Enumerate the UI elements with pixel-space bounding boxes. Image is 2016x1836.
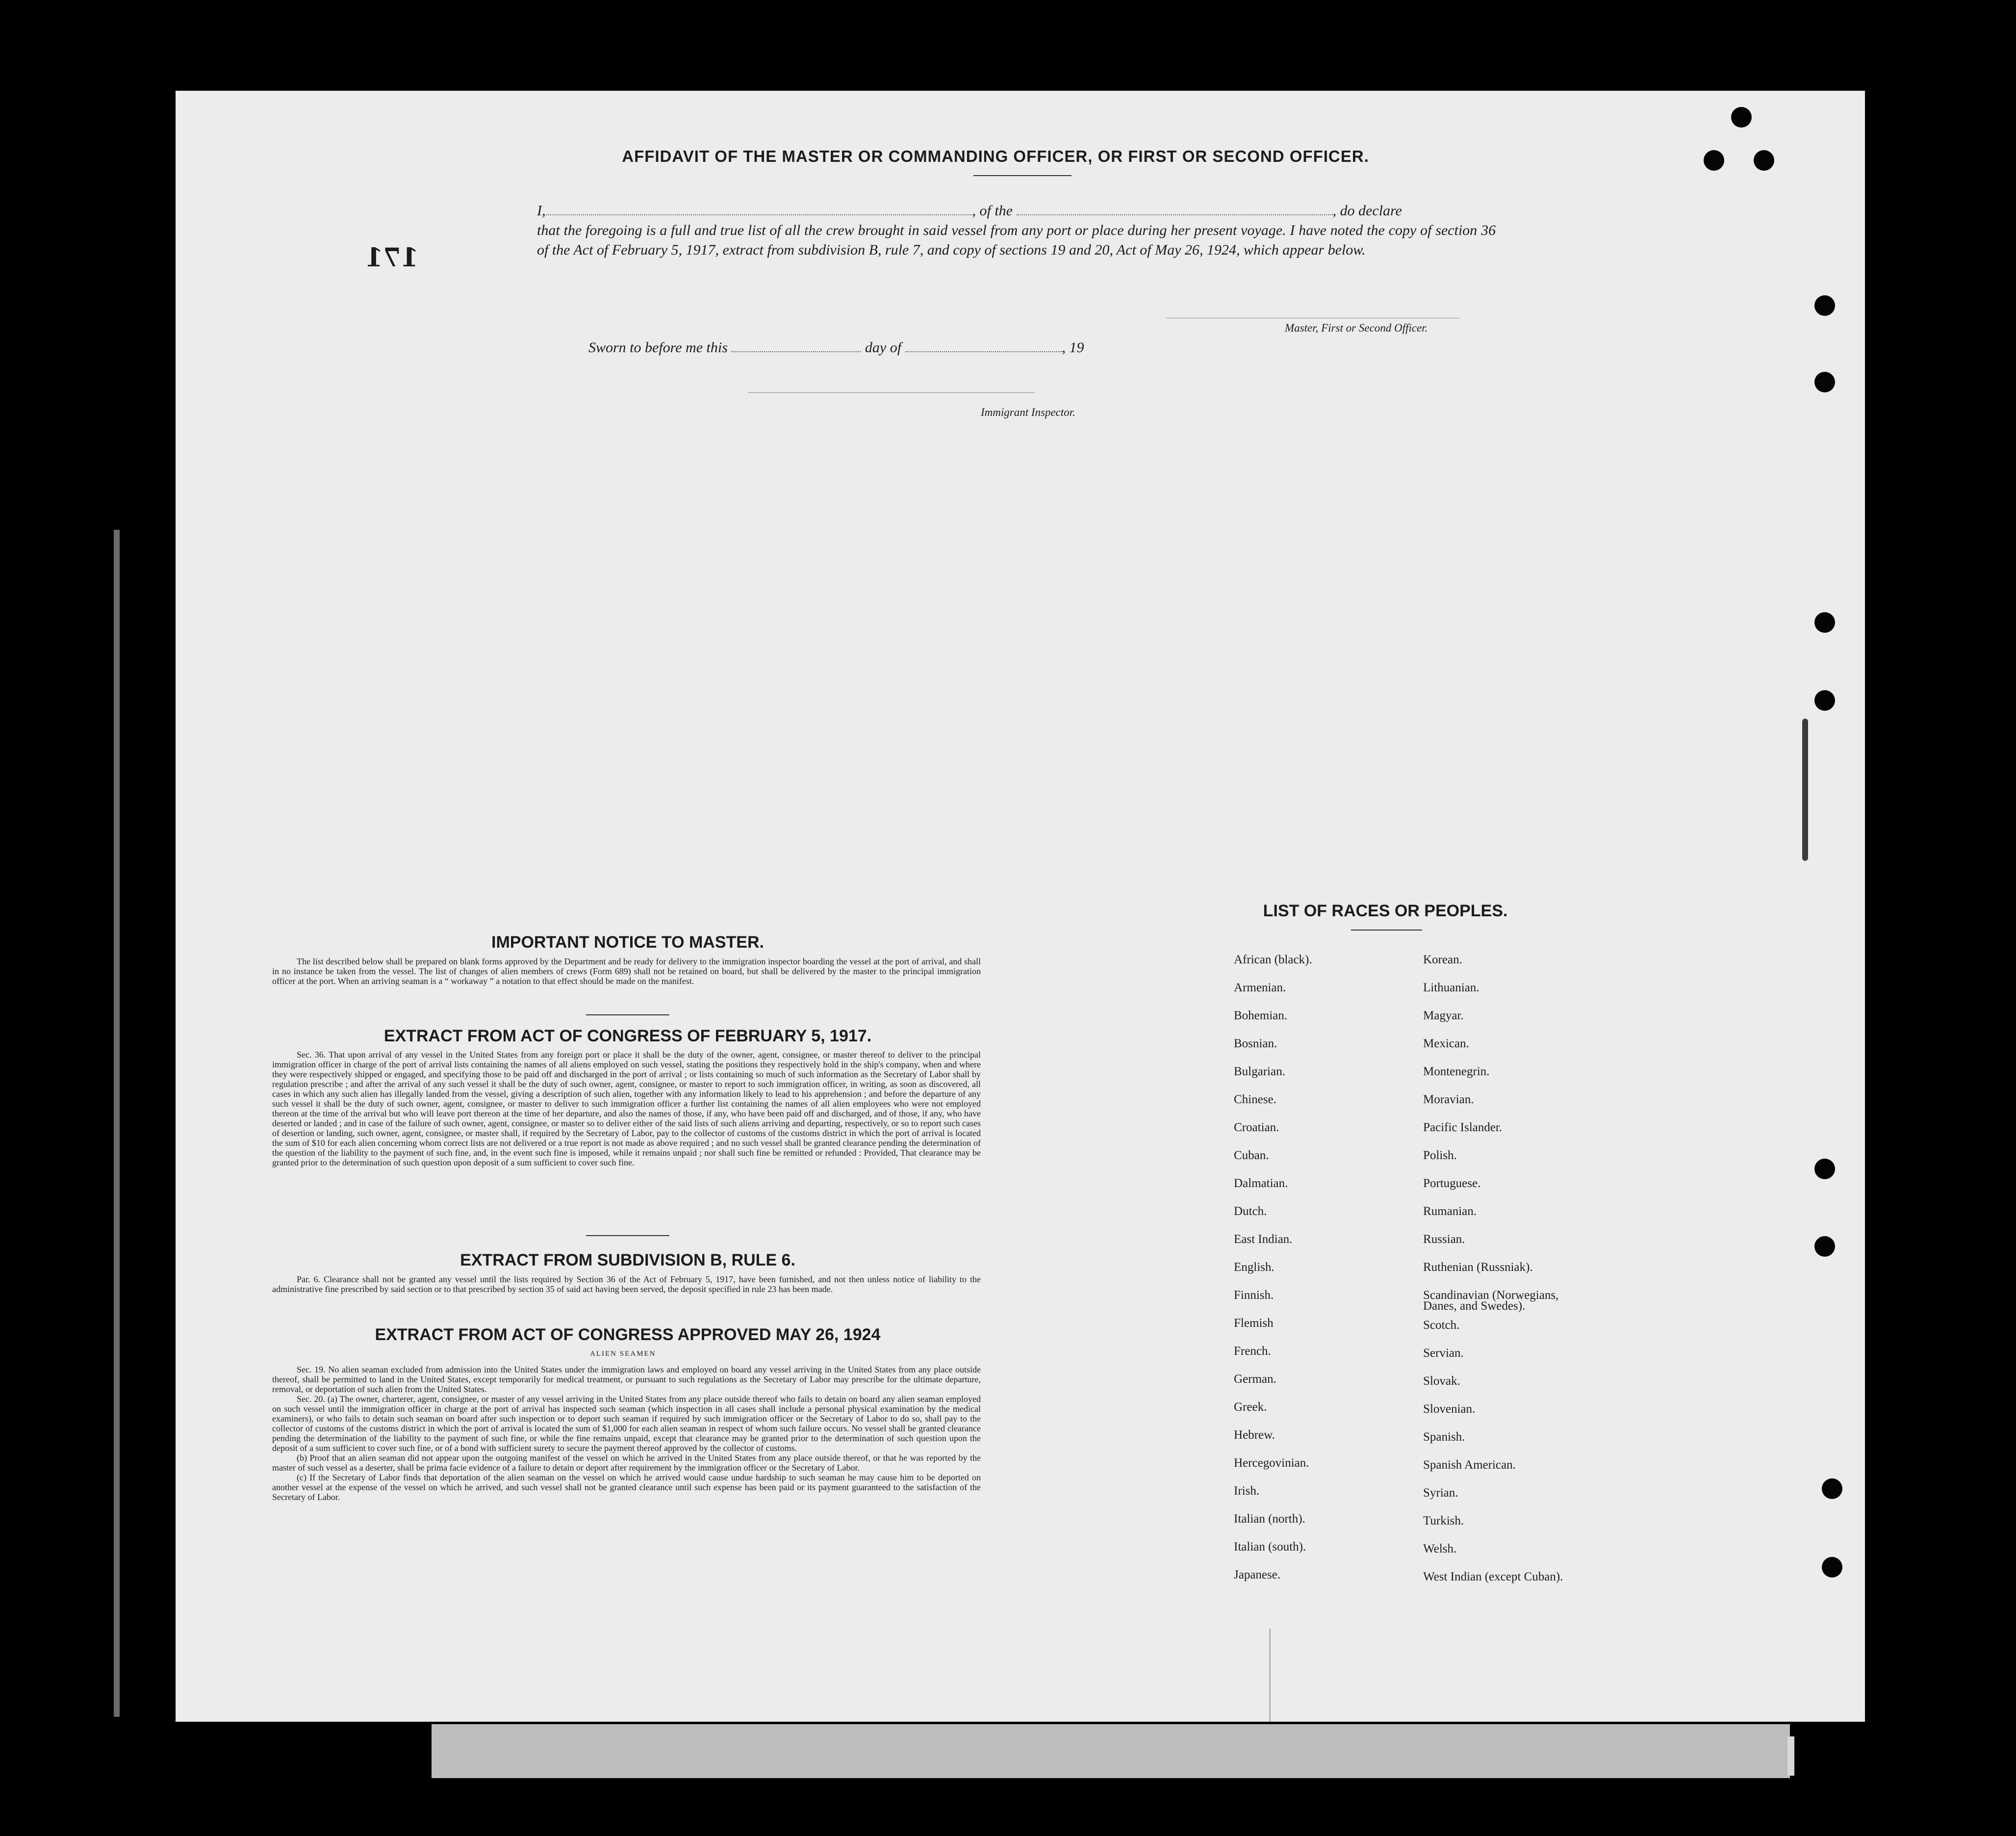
punch-hole bbox=[1814, 690, 1835, 711]
affidavit-title: AFFIDAVIT OF THE MASTER OR COMMANDING OFFICER, OR FIRST OR SECOND OFFICER. bbox=[622, 147, 1369, 165]
race-item: Slovak. bbox=[1423, 1374, 1460, 1388]
race-item: Rumanian. bbox=[1423, 1205, 1477, 1218]
race-item: Spanish American. bbox=[1423, 1458, 1516, 1472]
affidavit-i-label: I, bbox=[537, 203, 546, 219]
divider bbox=[586, 1235, 669, 1236]
race-item: Finnish. bbox=[1234, 1289, 1274, 1302]
vessel-field[interactable] bbox=[1017, 203, 1333, 215]
affidavit-text: that the foregoing is a full and true list of all the crew brought in said vessel from any port or place during her present voyage. I have noted the copy of section 36 of the Act of February 5, 1917, extract from subdivision B, rule 7, and copy of sections 19 and 20, Act of May 26, 1924, which appear below. bbox=[537, 222, 1496, 258]
notice-text: The list described below shall be prepared on blank forms approved by the Department and be ready for delivery to the immigration inspector boarding the vessel at the port of arrival, and shall in no instance be taken from the vessel. The list of changes of alien members of crews (Form 689) shall not be retained on board, but shall be delivered by the master to the principal immigration officer at the port. When an arriving seaman is a “ workaway ” a notation to that effect should be made on the manifest. bbox=[272, 957, 981, 986]
race-item: Korean. bbox=[1423, 953, 1462, 966]
race-item: Ruthenian (Russniak). bbox=[1423, 1261, 1533, 1274]
race-item: Mexican. bbox=[1423, 1037, 1469, 1050]
punch-hole bbox=[1814, 372, 1835, 392]
fold-line bbox=[1269, 1629, 1271, 1722]
affidavit-declare-label: , do declare bbox=[1332, 203, 1402, 219]
extract-rule-title: EXTRACT FROM SUBDIVISION B, RULE 6. bbox=[460, 1251, 795, 1269]
punch-hole bbox=[1814, 1236, 1835, 1257]
race-item: French. bbox=[1234, 1345, 1271, 1358]
inspector-signature-label: Immigrant Inspector. bbox=[981, 406, 1075, 418]
extract-rule-text: Par. 6. Clearance shall not be granted any vessel until the lists required by Section 36 of the Act of February 5, 1917, have been furnished, and not then unless notice of liability to the administrative fine prescribed by said section or to that prescribed by section 35 of said act having been served, the deposit specified in rule 23 has been made. bbox=[272, 1274, 981, 1294]
race-item: Flemish bbox=[1234, 1317, 1274, 1330]
race-item: Polish. bbox=[1423, 1149, 1457, 1162]
affidavit-of-label: , of the bbox=[972, 203, 1013, 219]
race-item: Bosnian. bbox=[1234, 1037, 1277, 1050]
extract-1917-text: Sec. 36. That upon arrival of any vessel in the United States from any foreign port or place it shall be the duty of the owner, agent, consignee, or master thereof to deliver to the principal immigration officer in charge of the port of arrival lists containing the names of all aliens employed on such vessel, stating the positions they respectively hold in the ship's company, when and where they were respectively shipped or engaged, and specifying those to be paid off and discharged in the port of arrival ; or lists containing so much of such information as the Secretary of Labor shall by regulation prescribe ; and after the arrival of any such vessel it shall be the duty of such owner, agent, consignee, or master to report to such immigration officer, in writing, as soon as discovered, all cases in which any such alien has illegally landed from the vessel, giving a description of such alien, together with any information likely to lead to his apprehension ; and before the departure of any such vessel it shall be the duty of such owner, agent, consignee, or master to deliver to such immigration officer a further list containing the names of all alien employees who were not employed thereon at the time of the arrival but who will leave port thereon at the time of her departure, and also the names of those, if any, who have been paid off and discharged, and of those, if any, who have deserted or landed ; and in case of the failure of such owner, agent, consignee, or master so to deliver either of the said lists of such aliens arriving and departing, respectively, or so to report such cases of desertion or landing, such owner, agent, consignee, or master shall, if required by the Secretary of Labor, pay to the collector of customs of the customs district in which the port of arrival is located the sum of $10 for each alien concerning whom correct lists are not delivered or a true report is not made as above required ; and no such vessel shall be granted clearance pending the determination of the question of the liability to the payment of such fine, and, in the event such fine is imposed, while it remains unpaid ; nor shall such fine be remitted or refunded : Provided, That clearance may be granted prior to the determination of such question upon deposit of a sum sufficient to cover such fine. bbox=[272, 1050, 981, 1167]
punch-hole bbox=[1704, 150, 1724, 171]
race-item: Hercegovinian. bbox=[1234, 1456, 1309, 1470]
race-item: Russian. bbox=[1423, 1233, 1465, 1246]
punch-hole bbox=[1754, 150, 1774, 171]
divider bbox=[973, 175, 1072, 176]
race-item: Servian. bbox=[1423, 1346, 1464, 1360]
race-item: East Indian. bbox=[1234, 1233, 1293, 1246]
race-item: German. bbox=[1234, 1372, 1276, 1386]
notice-title: IMPORTANT NOTICE TO MASTER. bbox=[491, 933, 764, 952]
underlying-sheet-strip bbox=[1787, 1736, 1794, 1776]
race-item: Armenian. bbox=[1234, 981, 1286, 994]
race-item: Hebrew. bbox=[1234, 1428, 1275, 1442]
punch-hole bbox=[1814, 612, 1835, 633]
race-item: Moravian. bbox=[1423, 1093, 1474, 1106]
race-item: Scandinavian (Norwegians, Danes, and Swedes). bbox=[1423, 1289, 1559, 1313]
day-of-label: day of bbox=[865, 339, 902, 356]
paper-crease-mark bbox=[1802, 719, 1808, 861]
race-item: Turkish. bbox=[1423, 1514, 1464, 1527]
race-item: Croatian. bbox=[1234, 1121, 1279, 1134]
inspector-signature-line bbox=[748, 392, 1035, 393]
races-column-left bbox=[1234, 953, 1420, 1596]
name-field[interactable] bbox=[546, 203, 972, 215]
punch-hole bbox=[1822, 1478, 1842, 1499]
race-item: Japanese. bbox=[1234, 1568, 1281, 1581]
race-item: Magyar. bbox=[1423, 1009, 1464, 1022]
race-item: Irish. bbox=[1234, 1484, 1260, 1498]
race-item: Portuguese. bbox=[1423, 1177, 1481, 1190]
extract-1917-title: EXTRACT FROM ACT OF CONGRESS OF FEBRUARY 5, 1917. bbox=[383, 1027, 872, 1045]
punch-hole bbox=[1822, 1557, 1842, 1577]
sworn-month-field[interactable] bbox=[905, 339, 1062, 352]
race-item: Montenegrin. bbox=[1423, 1065, 1490, 1078]
race-item: Chinese. bbox=[1234, 1093, 1276, 1106]
race-item: Syrian. bbox=[1423, 1486, 1458, 1500]
race-item: Scotch. bbox=[1423, 1319, 1460, 1332]
sworn-label: Sworn to before me this bbox=[588, 339, 728, 356]
races-title: LIST OF RACES OR PEOPLES. bbox=[1263, 902, 1508, 920]
punch-hole bbox=[1814, 295, 1835, 316]
race-item: Cuban. bbox=[1234, 1149, 1269, 1162]
extract-1924-text: Sec. 19. No alien seaman excluded from admission into the United States under the immigration laws and employed on board any vessel arriving in the United States from any place outside thereof, shall be permitted to land in the United States, except temporarily for medical treatment, or pursuant to such regulations as the Secretary of Labor may prescribe for the ultimate departure, removal, or deportation of such alien from the United States. Sec. 20. (a) The owner, charterer, agent, consignee, or master of any vessel arriving in the United States from any place outside thereof who fails to detain on board any alien seaman employed on such vessel until the immigration officer in charge at the port of arrival has inspected such seaman (which inspection in all cases shall include a personal physical examination by the medical examiners), or who fails to detain such seaman on board after such inspection or to deport such seaman if required by such immigration officer or the Secretary of Labor to do so, shall pay to the collector of customs of the customs district in which the port of arrival is located the sum of $1,000 for each alien seaman in respect of whom such failure occurs. No vessel shall be granted clearance pending the determination of the liability to the payment of such fine, or while the fine remains unpaid, except that clearance may be granted prior to the determination of such question upon the deposit of a sum sufficient to cover such fine, or of a bond with sufficient surety to secure the payment thereof approved by the collector of customs. (b) Proof that an alien seaman did not appear upon the outgoing manifest of the vessel on which he arrived in the United States from any place outside thereof, or that he was reported by the master of such vessel as a deserter, shall be prima facie evidence of a failure to detain or deport after requirement by the immigration officer or the Secretary of Labor. (c) If the Secretary of Labor finds that deportation of the alien seaman on the vessel on which he arrived would cause undue hardship to such seaman he may cause him to be deported on another vessel at the expense of the vessel on which he arrived, and such vessel shall not be granted clearance until such expense has been paid or its payment guaranteed to the satisfaction of the Secretary of Labor. bbox=[272, 1365, 981, 1502]
year-label: , 19 bbox=[1062, 339, 1084, 356]
race-item: Bohemian. bbox=[1234, 1009, 1288, 1022]
underlying-sheet-edge-bottom bbox=[432, 1724, 1790, 1778]
sworn-line bbox=[588, 339, 1084, 356]
race-item: West Indian (except Cuban). bbox=[1423, 1570, 1563, 1583]
race-item: Italian (north). bbox=[1234, 1512, 1305, 1526]
alien-seamen-subtitle: ALIEN SEAMEN bbox=[590, 1350, 656, 1358]
race-item: Welsh. bbox=[1423, 1542, 1457, 1555]
master-signature-label: Master, First or Second Officer. bbox=[1285, 322, 1428, 334]
affidavit-statement bbox=[537, 201, 1496, 260]
race-item: Slovenian. bbox=[1423, 1402, 1476, 1416]
underlying-sheet-edge-left bbox=[114, 530, 120, 1717]
race-item: Pacific Islander. bbox=[1423, 1121, 1503, 1134]
punch-hole bbox=[1814, 1159, 1835, 1179]
race-item: Lithuanian. bbox=[1423, 981, 1480, 994]
races-column-right bbox=[1423, 953, 1609, 1598]
extract-1924-title: EXTRACT FROM ACT OF CONGRESS APPROVED MAY 26, 1924 bbox=[375, 1325, 881, 1344]
race-item: Spanish. bbox=[1423, 1430, 1465, 1444]
handwritten-number: 171 bbox=[365, 243, 419, 273]
race-item: Dalmatian. bbox=[1234, 1177, 1288, 1190]
divider bbox=[1351, 930, 1422, 931]
race-item: Dutch. bbox=[1234, 1205, 1267, 1218]
race-item: English. bbox=[1234, 1261, 1275, 1274]
race-item: African (black). bbox=[1234, 953, 1312, 966]
divider bbox=[586, 1014, 669, 1015]
race-item: Bulgarian. bbox=[1234, 1065, 1285, 1078]
race-item: Italian (south). bbox=[1234, 1540, 1306, 1553]
punch-hole bbox=[1731, 107, 1752, 128]
sworn-day-field[interactable] bbox=[731, 339, 861, 352]
race-item: Greek. bbox=[1234, 1400, 1267, 1414]
